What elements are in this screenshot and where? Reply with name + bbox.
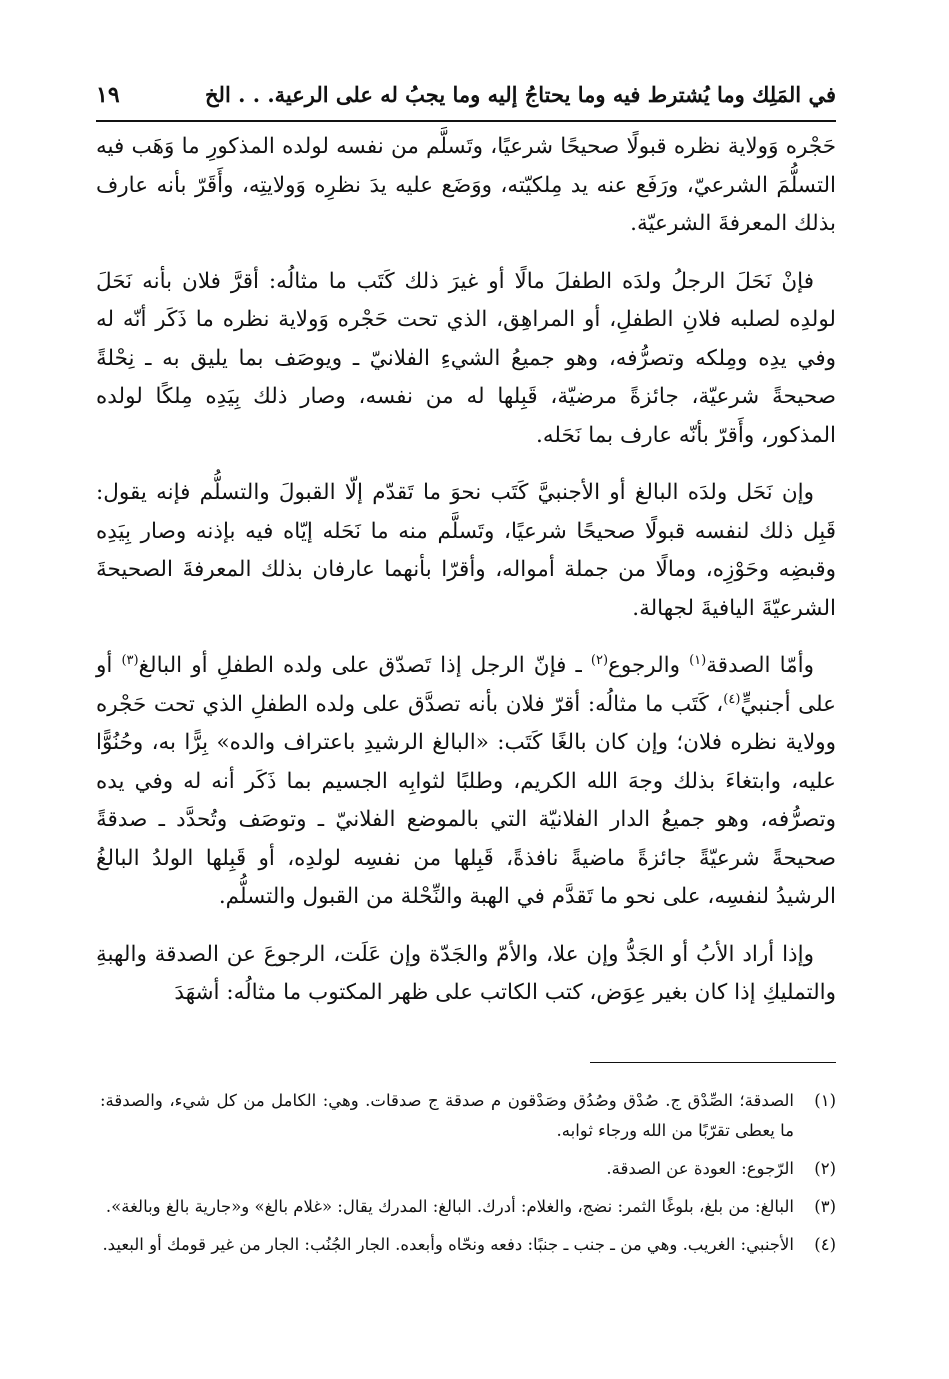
footnote-number: (١) (814, 1091, 836, 1110)
paragraph-4-part-4: أو على أجنبيٍّ (96, 653, 836, 717)
main-text (96, 128, 836, 1032)
footnote-divider (590, 1062, 836, 1063)
footnote-ref-1[interactable]: (١) (689, 652, 707, 668)
footnote-text: البالغ: من بلغ، بلوغًا الثمر: نضج، والغلام: أدرك. البالغ: المدرك يقال: «غلام بالغ» و«جارية بالغ وبالغة». (105, 1197, 794, 1216)
paragraph-4 (96, 647, 836, 917)
footnote-text: الأجنبي: الغريب. وهي من ـ جنب ـ جنبًا: دفعه ونحّاه وأبعده. الجار الجُنُب: الجار من غير قومك أو البعيد. (102, 1235, 794, 1254)
paragraph-1: حَجْره وَولاية نظره قبولًا صحيحًا شرعيًا، وتَسلَّم من نفسه لولده المذكورِ ما وَهَب فيه التسلُّمَ الشرعيّ، ورَفَع عنه يد مِلكيّته، ووَضَع عليه يدَ نظرِه وَولايتِه، وأَقَرّ بأنه عارف بذلك المعرفةَ الشرعيّة. (96, 134, 836, 236)
paragraph-4-part-3: ـ فإنّ الرجل إذا تَصدّق على ولده الطفلِ أو البالغ (138, 653, 591, 678)
footnote-number: (٣) (814, 1197, 836, 1216)
paragraph-5: وإذا أراد الأبُ أو الجَدُّ وإن علا، والأمّ والجَدّة وإن عَلَت، الرجوعَ عن الصدقة والهبةِ والتمليكِ إذا كان بغير عِوَض، كتب الكاتب على ظهر المكتوب ما مثالُه: أشهَدَ (96, 941, 836, 1005)
footnote-4 (100, 1230, 836, 1260)
footnote-ref-2[interactable]: (٢) (590, 652, 609, 668)
footnote-text: الرّجوع: العودة عن الصدقة. (606, 1159, 794, 1178)
paragraph-4-part-2: والرجوع (608, 653, 690, 678)
footnote-1 (100, 1086, 836, 1146)
running-title: في المَلِك وما يُشترط فيه وما يحتاجُ إليه وما يجبُ له على الرعية. . . الخ (204, 82, 836, 107)
footnote-ref-3[interactable]: (٣) (121, 652, 139, 668)
footnote-3 (100, 1192, 836, 1222)
footnote-text: الصدقة؛ الصِّدْق ج. صُدْق وصُدُق وصَدْقون م صدقة ج صدقات. وهي: الكامل من كل شيء، والصدقة: ما يعطى تقرّبًا من الله ورجاء ثوابه. (100, 1091, 794, 1140)
footnotes-section (100, 1086, 836, 1268)
paragraph-2: فإنْ نَحَلَ الرجلُ ولدَه الطفلَ مالًا أو غيرَ ذلك كَتَب ما مثالُه: أقرَّ فلان بأنه نَحَلَ لولدِه لصلبه فلانِ الطفلِ، أو المراهِق، الذي تحت حَجْره وَولاية نظره ما ذَكَر أنّه له وفي يدِه ومِلكه وتصرُّفه، وهو جميعُ الشيءِ الفلانيّ ـ ويوصَف بما يليق به ـ نِحْلةً صحيحةً شرعيّة، جائزةً مرضيّة، قَبِلها له من نفسه، وصار ذلك بِيَدِه مِلكًا لولده المذكور، وأَقرّ بأنّه عارف بما نَحَله. (96, 268, 836, 448)
page-header (96, 76, 836, 122)
footnote-ref-4[interactable]: (٤) (723, 691, 741, 707)
footnote-2 (100, 1154, 836, 1184)
footnote-number: (٤) (814, 1235, 836, 1254)
paragraph-4-part-5: ، كَتَب ما مثالُه: أقرّ فلان بأنه تصدَّق على ولده الطفلِ الذي تحت حَجْره وولاية نظره فلان؛ وإن كان بالغًا كَتَب: «البالغ الرشيدِ باعتراف والده» بِرًّا به، وحُنُوًّا عليه، وابتغاءَ بذلك وجهَ الله الكريم، وطلبًا لثوابِه الجسيم بما ذَكَر أنه له وفي يده وتصرُّفه، وهو جميعُ الدار الفلانيّة التي بالموضع الفلانيّ ـ وتوصَف وتُحدَّد ـ صدقةً صحيحةً شرعيّةً جائزةً ماضيةً نافذةً، قَبِلها من نفسِه لولدِه، أو قَبِلها الولدُ البالغُ الرشيدُ لنفسِه، على نحو ما تَقدَّم في الهبة والنِّحْلة من القبول والتسلُّم. (96, 691, 836, 909)
page-number: ١٩ (96, 82, 120, 108)
footnote-number: (٢) (814, 1159, 836, 1178)
paragraph-4-part-1: وأمّا الصدقة (706, 653, 814, 678)
paragraph-3: وإن نَحَل ولدَه البالغ أو الأجنبيَّ كَتَب نحوَ ما تَقدّم إلّا القبولَ والتسلُّم فإنه يقول: قَبِل ذلك لنفسه قبولًا صحيحًا شرعيًا، وتَسلَّم منه ما نَحَله إيّاه فيه بإذنه وصار بِيَدِه وقبضِه وحَوْزِه، ومالًا من جملة أمواله، وأقرّا بأنهما عارفان بذلك المعرفةَ الصحيحةَ الشرعيّةَ اليافيةَ لجهالة. (96, 480, 836, 621)
